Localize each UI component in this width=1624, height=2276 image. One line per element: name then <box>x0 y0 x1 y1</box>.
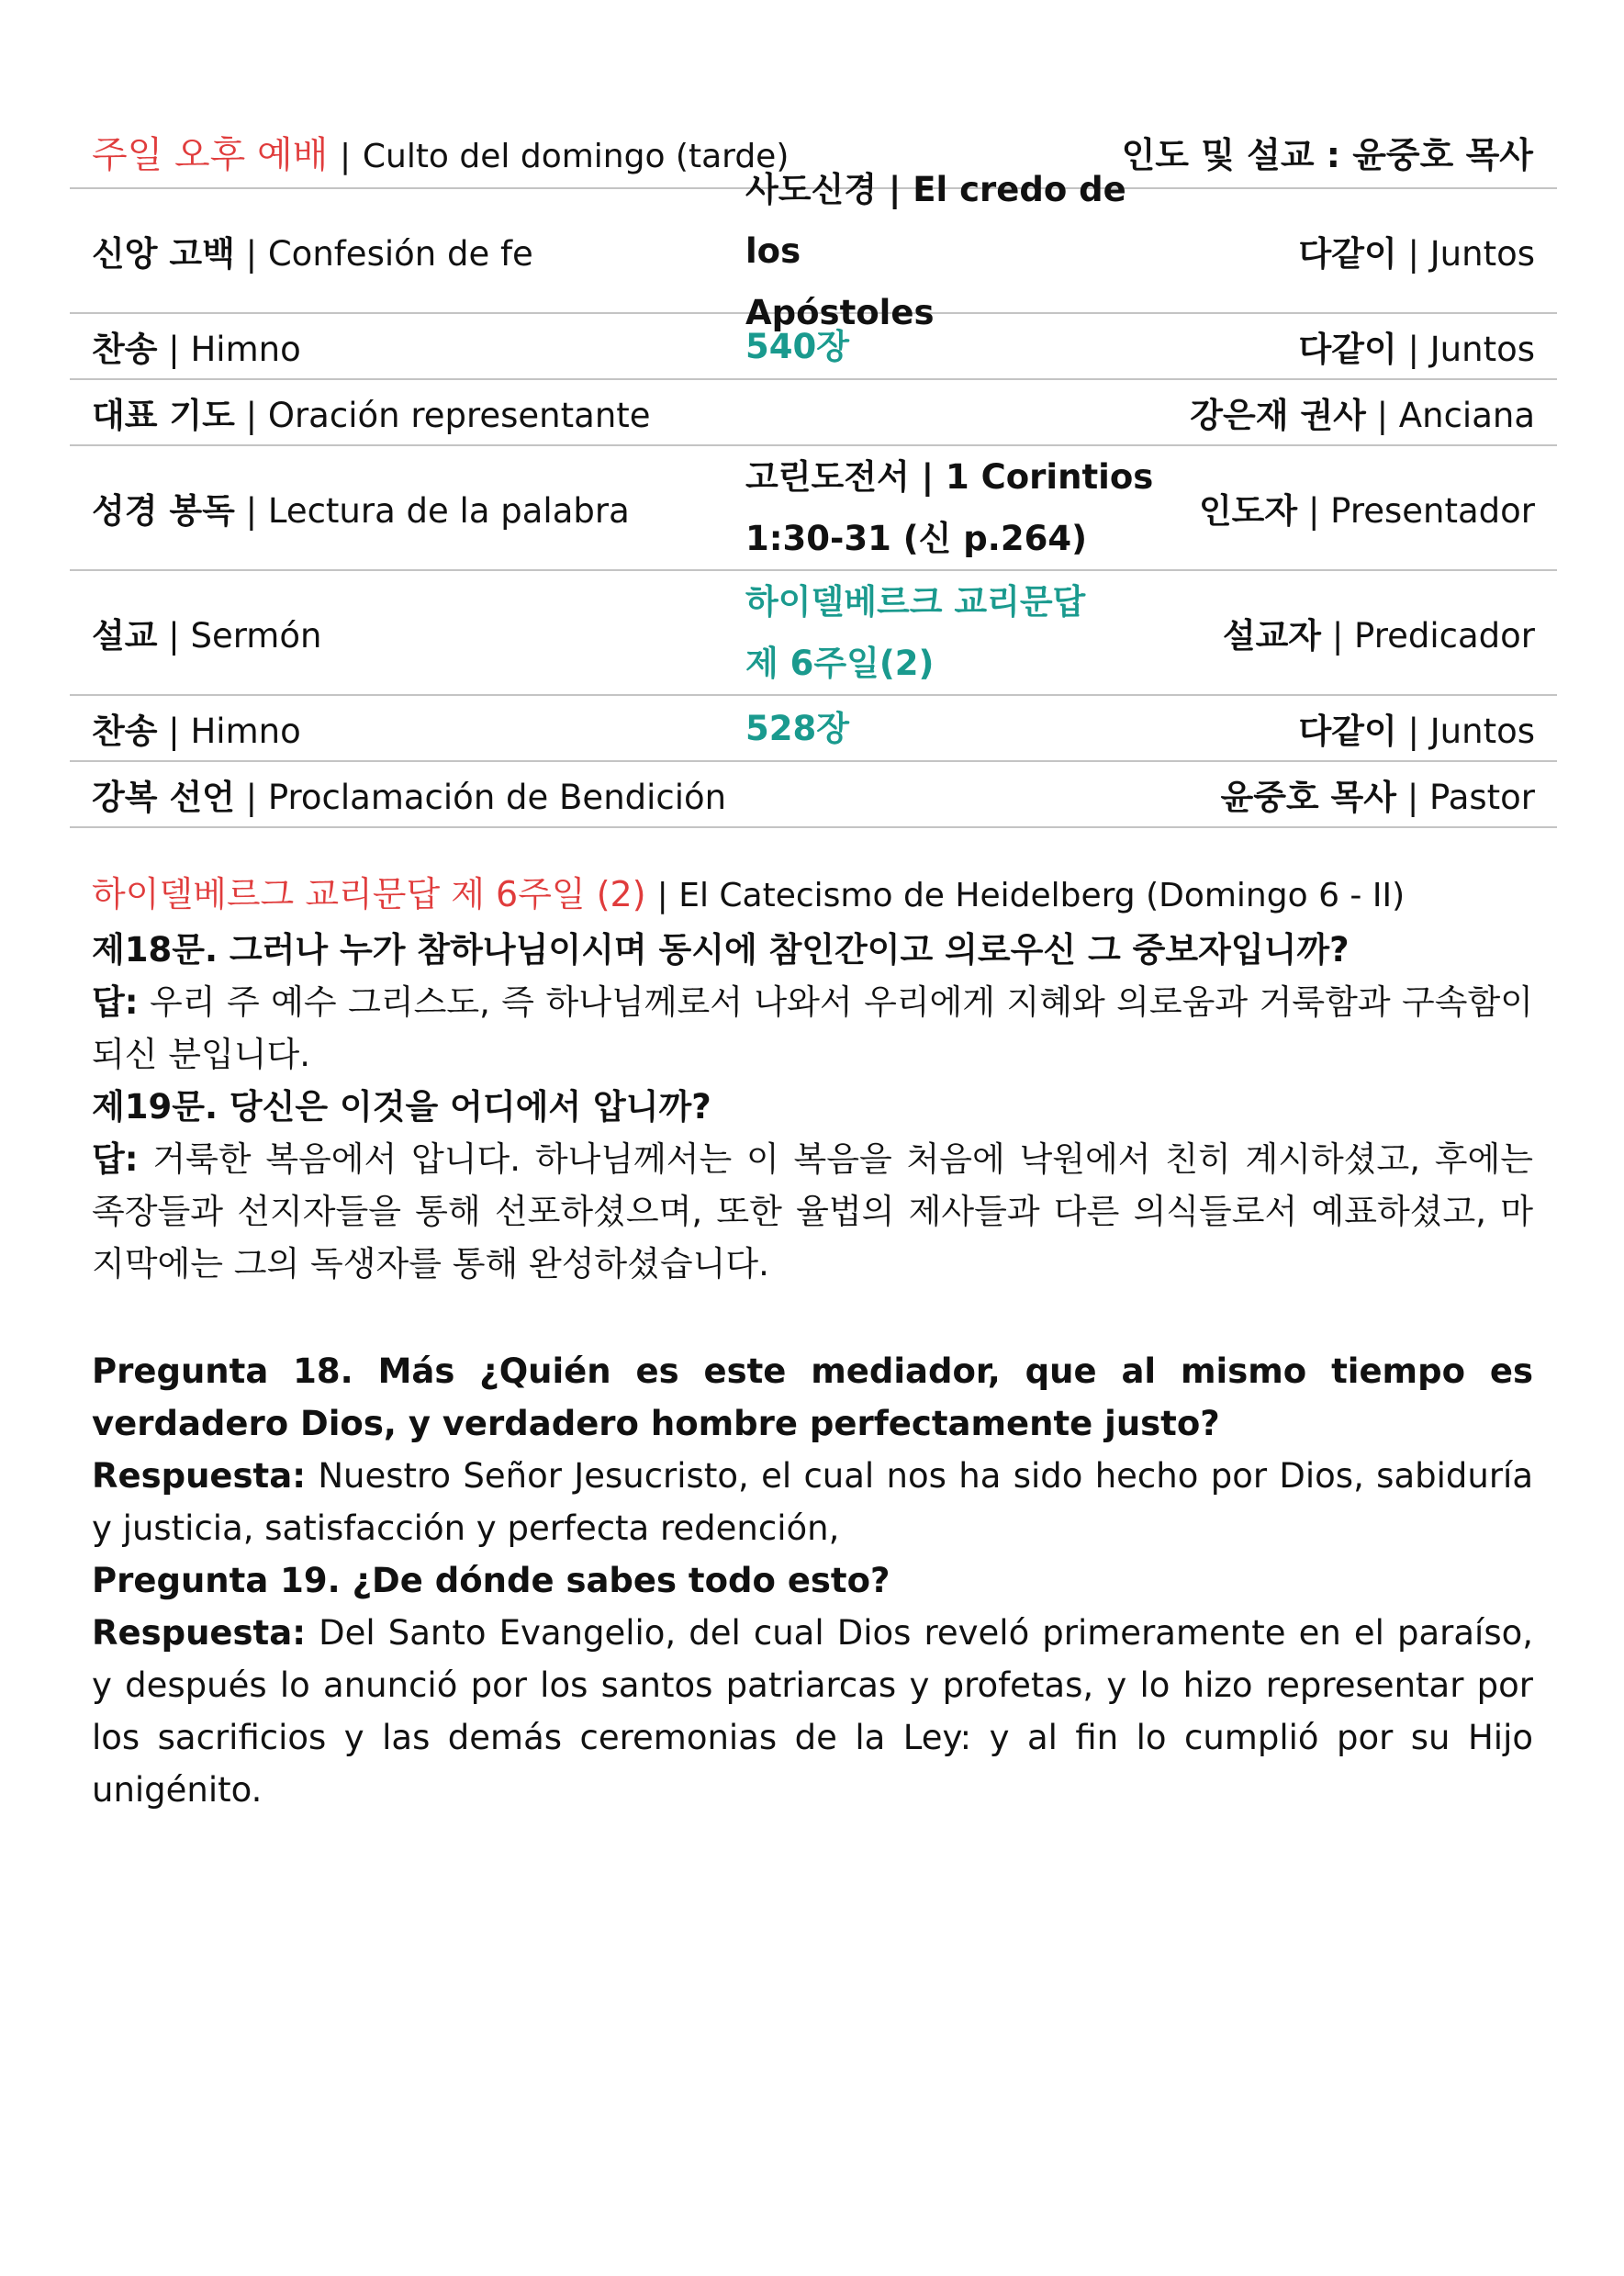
order-row <box>70 446 1557 569</box>
order-item-participant: 다같이 | Juntos <box>1298 712 1535 751</box>
order-item-participant: 인도자 | Presentador <box>1198 491 1535 531</box>
answer-19-ko: 답: 거룩한 복음에서 압니다. 하나님께서는 이 복음을 처음에 낙원에서 친히 계시하셨고, 후에는 족장들과 선지자들을 통해 선포하셨으며, 또한 율법의 제사들과 다른 의식들로서 예표하셨고, 마지막에는 그의 독생자를 통해 완성하셨습니다. <box>92 1139 1534 1284</box>
order-row <box>70 169 1557 332</box>
order-item-name: 찬송 | Himno <box>92 712 301 751</box>
answer-18-ko: 답: 우리 주 예수 그리스도, 즉 하나님께로서 나와서 우리에게 지혜와 의로움과 거룩함과 구속함이 되신 분입니다. <box>92 982 1533 1074</box>
answer-19-es: Respuesta: Del Santo Evangelio, del cual Dios reveló primeramente en el paraíso, y después lo anunció por los santos patriarcas y profetas, y lo hizo representar por los sacrificios y las demás ceremonias de la Ley: y al fin lo cumplió por su Hijo unigénito. <box>92 1613 1533 1810</box>
order-item-content: 고린도전서 | 1 Corintios 1:30-31 (신 p.264) <box>745 457 1154 558</box>
catechism-title-ko: 하이델베르그 교리문답 제 6주일 (2) <box>92 874 646 914</box>
order-item-name: 성경 봉독 | Lectura de la palabra <box>92 491 630 531</box>
order-row <box>70 380 1557 444</box>
catechism-section <box>92 867 1533 1816</box>
catechism-title-es: | El Catecismo de Heidelberg (Domingo 6 - II) <box>656 877 1406 914</box>
question-19-ko: 제19문. 당신은 이것을 어디에서 압니까? <box>92 1087 711 1127</box>
title-separator: | <box>340 137 352 175</box>
rule-bottom <box>70 826 1557 828</box>
order-item-name: 신앙 고백 | Confesión de fe <box>92 234 533 274</box>
order-item-content: 540장 <box>745 326 849 366</box>
question-18-ko: 제18문. 그러나 누가 참하나님이시며 동시에 참인간이고 의로우신 그 중보자입니까? <box>92 930 1350 970</box>
service-title-ko: 주일 오후 예배 <box>92 133 329 176</box>
catechism-title <box>92 867 1533 924</box>
order-row <box>70 314 1557 378</box>
order-row <box>70 762 1557 826</box>
question-18-es: Pregunta 18. Más ¿Quién es este mediador, que al mismo tiempo es verdadero Dios, y verdadero hombre perfectamente justo? <box>92 1351 1533 1443</box>
order-of-service <box>70 169 1557 828</box>
order-item-content: 하이델베르크 교리문답 제 6주일(2) <box>745 582 1086 683</box>
order-row <box>70 571 1557 694</box>
service-title-es: Culto del domingo (tarde) <box>362 137 790 175</box>
question-19-es: Pregunta 19. ¿De dónde sabes todo esto? <box>92 1561 890 1600</box>
order-item-name: 설교 | Sermón <box>92 616 322 656</box>
order-item-name: 강복 선언 | Proclamación de Bendición <box>92 778 727 817</box>
order-item-name: 대표 기도 | Oración representante <box>92 396 651 435</box>
order-item-participant: 강은재 권사 | Anciana <box>1190 396 1535 435</box>
order-item-participant: 윤중호 목사 | Pastor <box>1220 778 1535 817</box>
order-item-participant: 다같이 | Juntos <box>1298 234 1535 274</box>
section-spacer <box>92 1290 1533 1345</box>
answer-18-es: Respuesta: Nuestro Señor Jesucristo, el cual nos ha sido hecho por Dios, sabiduría y justicia, satisfacción y perfecta redención, <box>92 1456 1533 1548</box>
order-item-participant: 설교자 | Predicador <box>1222 616 1535 656</box>
service-leader: 인도 및 설교 : 윤중호 목사 <box>1121 134 1533 175</box>
order-item-participant: 다같이 | Juntos <box>1298 330 1535 369</box>
service-title <box>92 126 789 178</box>
order-item-name: 찬송 | Himno <box>92 330 301 369</box>
order-item-content: 사도신경 | El credo de los Apóstoles <box>745 169 1126 332</box>
order-item-content: 528장 <box>745 708 849 748</box>
order-row <box>70 696 1557 760</box>
